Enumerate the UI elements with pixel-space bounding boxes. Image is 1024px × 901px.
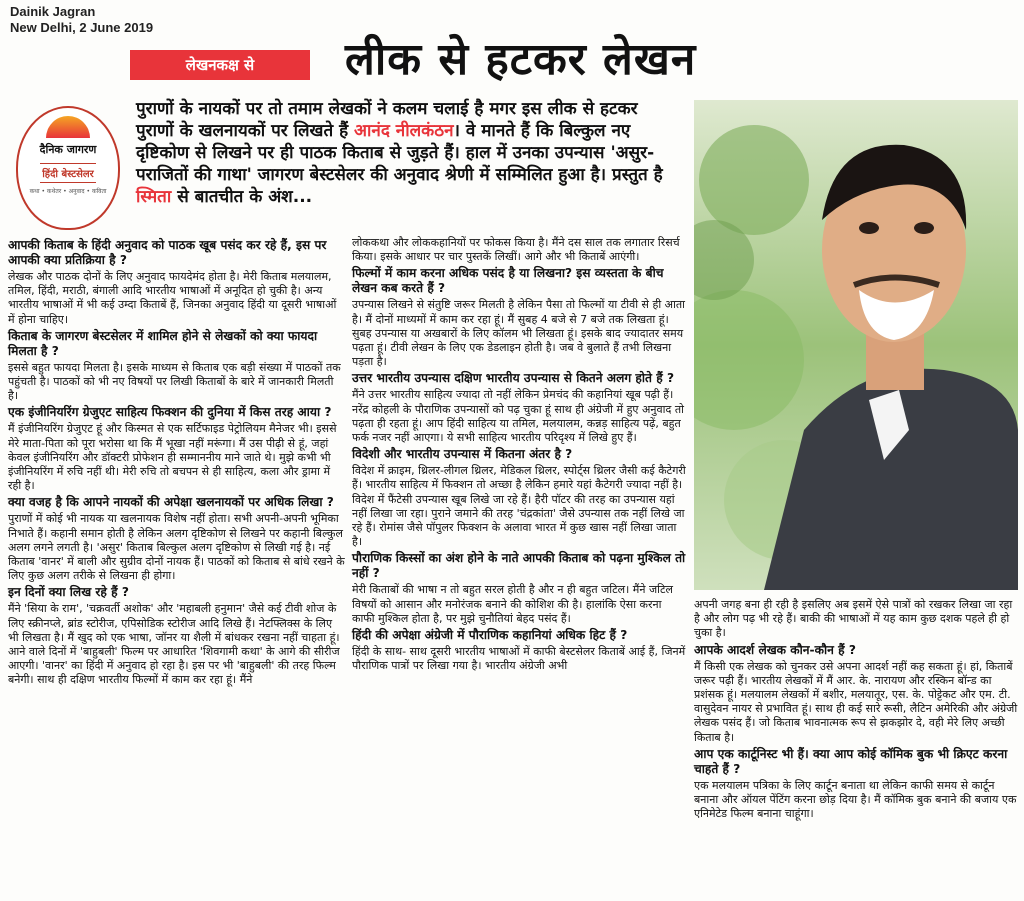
interview-answer: एक मलयालम पत्रिका के लिए कार्टून बनाता था लेकिन काफी समय से कार्टून बनाना और ऑयल पेंटिंग करना छोड़ दिया है। मैं कॉमिक बुक बनाने की बजाय एक एनिमेटेड फिल्म बनाना चाहूंगा। — [694, 778, 1017, 821]
interview-question: क्या वजह है कि आपने नायकों की अपेक्षा खलनायकों पर अधिक लिखा ? — [8, 495, 334, 510]
interviewer-name: स्मिता — [136, 187, 172, 207]
interview-question: फिल्मों में काम करना अधिक पसंद है या लिखना? इस व्यस्तता के बीच लेखन कब करते हैं ? — [352, 266, 664, 296]
intro-text-1: पुराणों के नायकों पर तो तमाम लेखकों ने कलम चलाई है मगर इस लीक से हटकर पुराणों के खलनायकों पर लिखते हैं — [136, 99, 638, 141]
article-column-2 — [352, 236, 686, 675]
interview-question: हिंदी की अपेक्षा अंग्रेजी में पौराणिक कहानियां अधिक हिट हैं ? — [352, 628, 628, 643]
logo-tag: हिंदी बेस्टसेलर — [40, 163, 96, 183]
interview-answer: मैं इंजीनियरिंग ग्रेजुएट हूं और किस्मत से एक सर्टिफाइड पेट्रोलियम मैनेजर भी। इससे मेरे माता-पिता को पूरा भरोसा था कि मैं भूखा नहीं मरूंगा। मैं उस पीढ़ी से हूं, जहां केवल इंजीनियरिंग और डॉक्टरी प्रोफेशन ही सम्माननीय माने जाते थे। मुझे कभी भी इंजीनियरिंग में रुचि नहीं थी। मेरी रुचि तो बचपन से ही साहित्य, कला और ड्रामा में रही है। — [8, 422, 337, 493]
interview-answer: लोककथा और लोककहानियों पर फोकस किया है। मैंने दस साल तक लगातार रिसर्च किया। इसके आधार पर चार पुस्तकें लिखीं। आगे और भी किताबें आएंगी। — [352, 236, 680, 264]
interview-answer: मैंने 'सिया के राम', 'चक्रवर्ती अशोक' और 'महाबली हनुमान' जैसे कई टीवी शोज के लिए स्क्रीनप्ले, ब्रांड स्टोरीज, एपिसोडिक स्टोरीज आदि लिखे हैं। नेटफ्लिक्स के लिए भी लिखता है। मैं खुद को एक भाषा, जॉनर या शैली में बांधकर रखना नहीं चाहता हूं। आने वाले दिनों में 'बाहुबली' फिल्म पर आधारित 'शिवगामी कथा' के आगे की सीरीज आएगी। 'वानर' का हिंदी में अनुवाद हो रहा है। इस पर भी 'बाहुबली' की तरह फिल्म बनेगी। साथ ही दक्षिण भारतीय फिल्मों में काम कर रहा हूं। मैंने — [8, 602, 340, 687]
interview-answer: पुराणों में कोई भी नायक या खलनायक विशेष नहीं होता। सभी अपनी-अपनी भूमिका निभाते हैं। कहानी समान होती है लेकिन अलग दृष्टिकोण से लिखने पर कहानी बिल्कुल अलग लगने लगती है। 'असुर' किताब बिल्कुल अलग दृष्टिकोण से लिखी गई है। नई किताब 'वानर' में बाली और सुग्रीव दोनों नायक हैं। पाठकों को किताब से बांधे रखने के लिए कुछ अलग तरीके से लिखना ही होगा। — [8, 512, 345, 583]
article-column-1 — [8, 236, 346, 690]
dateline: New Delhi, 2 June 2019 — [10, 20, 154, 35]
interview-question: इन दिनों क्या लिख रहे हैं ? — [8, 585, 129, 600]
intro-text-2: । वे मानते हैं कि बिल्कुल नए दृष्टिकोण से लिखने पर ही पाठक किताब से जुड़ते हैं। हाल में उनका उपन्यास 'असुर-पराजितों की गाथा' जागरण बेस्टसेलर की अनुवाद श्रेणी में सम्मिलित हुआ है। प्रस्तुत है — [136, 121, 663, 185]
interview-question: विदेशी और भारतीय उपन्यास में कितना अंतर है ? — [352, 447, 573, 462]
author-name: आनंद नीलकंठन — [354, 121, 454, 141]
source-line — [10, 4, 153, 36]
newspaper-name: Dainik Jagran — [10, 4, 96, 19]
interview-question: एक इंजीनियरिंग ग्रेजुएट साहित्य फिक्शन की दुनिया में किस तरह आया ? — [8, 405, 332, 420]
interview-answer: मेरी किताबों की भाषा न तो बहुत सरल होती है और न ही बहुत जटिल। मैंने जटिल विषयों को आसान और मनोरंजक बनाने की कोशिश की है। हालांकि ऐसा करना काफी मुश्किल होता है, पर मुझे चुनौतियां बेहद पसंद हैं। — [352, 583, 673, 625]
interview-answer: इससे बहुत फायदा मिलता है। इसके माध्यम से किताब एक बड़ी संख्या में पाठकों तक पहुंचती है। पाठकों को भी नए विषयों पर लिखी किताबों के बारे में जानकारी मिलती है। — [8, 360, 341, 403]
section-kicker: लेखनकक्ष से — [130, 50, 310, 80]
interview-question: आप एक कार्टूनिस्ट भी हैं। क्या आप कोई कॉमिक बुक भी क्रिएट करना चाहते हैं ? — [694, 746, 1008, 776]
intro-text-3: से बातचीत के अंश... — [171, 187, 313, 207]
sun-emblem-icon — [46, 116, 90, 138]
article-column-3 — [694, 598, 1018, 823]
interview-question: पौराणिक किस्सों का अंश होने के नाते आपकी किताब को पढ़ना मुश्किल तो नहीं ? — [352, 551, 686, 581]
logo-badge — [16, 106, 120, 230]
interview-question: किताब के जागरण बेस्टसेलर में शामिल होने से लेखकों को क्या फायदा मिलता है ? — [8, 328, 318, 358]
logo-brand: दैनिक जागरण — [39, 143, 97, 156]
bestseller-logo — [12, 100, 120, 240]
interview-answer: हिंदी के साथ- साथ दूसरी भारतीय भाषाओं में काफी बेस्टसेलर किताबें आई हैं, जिनमें पौराणिक पात्रों पर लिखा गया है। भारतीय अंग्रेजी अभी — [352, 645, 686, 673]
interview-answer: अपनी जगह बना ही रही है इसलिए अब इसमें ऐसे पात्रों को रखकर लिखा जा रहा है और लोग पढ़ भी रहे हैं। बाकी की भाषाओं में यह काम कुछ दशक पहले ही हो चुका है। — [694, 598, 1013, 640]
headline: लीक से हटकर लेखन — [345, 34, 697, 85]
interview-question: आपके आदर्श लेखक कौन-कौन हैं ? — [694, 642, 856, 657]
interview-answer: मैं किसी एक लेखक को चुनकर उसे अपना आदर्श नहीं कह सकता हूं। हां, किताबें जरूर पढ़ी हैं। भारतीय लेखकों में मैं आर. के. नारायण और रस्किन बॉन्ड का प्रशंसक हूं। मलयालम लेखकों में बशीर, मलयातूर, एस. के. पोट्टेकट और एम. टी. वासुदेवन नायर से प्रभावित हूं। साथ ही कई सारे रूसी, लैटिन अमेरिकी और अंग्रेजी लेखक पसंद हैं। जो किताब भावनात्मक रूप से झकझोर दे, वही मेरे लिए अच्छी किताब है। — [694, 659, 1018, 744]
interview-answer: मैंने उत्तर भारतीय साहित्य ज्यादा तो नहीं लेकिन प्रेमचंद की कहानियां खूब पढ़ी हैं। नरेंद्र कोहली के पौराणिक उपन्यासों को पढ़ चुका हूं साथ ही अंग्रेजी में हुए अनुवाद तो पढ़ता ही रहता हूं। आप हिंदी साहित्य या तमिल, मलयालम, कन्नड़ साहित्य पढ़ें, बहुत फर्क नजर नहीं आएगा। ये सभी साहित्य भारतीय परिदृश्य में लिखे हुए हैं। — [352, 388, 684, 445]
interview-question: आपकी किताब के हिंदी अनुवाद को पाठक खूब पसंद कर रहे हैं, इस पर आपकी क्या प्रतिक्रिया है ? — [8, 238, 327, 267]
logo-categories: कथा • कथेतर • अनुवाद • कविता — [29, 188, 107, 195]
author-photo — [694, 100, 1018, 590]
interview-answer: विदेश में क्राइम, थ्रिलर-लीगल थ्रिलर, मेडिकल थ्रिलर, स्पोर्ट्स थ्रिलर जैसी कई कैटेगरी हैं। भारतीय साहित्य में फिक्शन तो अच्छा है लेकिन हमारे यहां कैटेगरी ज्यादा नहीं है। विदेश में फैंटेसी उपन्यास खूब लिखे जा रहे हैं। हैरी पॉटर की तरह का उपन्यास यहां नहीं लिखा जा रहा। पुराने जमाने की तरह 'चंद्रकांता' जैसे उपन्यास तक नहीं लिखे जा रहे हैं। रोमांस जैसे पॉपुलर फिक्शन के अलावा भारत में कुछ खास नहीं लिखा जाता है। — [352, 464, 686, 549]
intro-paragraph — [136, 98, 676, 208]
interview-question: उत्तर भारतीय उपन्यास दक्षिण भारतीय उपन्यास से कितने अलग होते हैं ? — [352, 371, 675, 386]
interview-answer: उपन्यास लिखने से संतुष्टि जरूर मिलती है लेकिन पैसा तो फिल्मों या टीवी से ही आता है। मैं दोनों माध्यमों में काम कर रहा हूं। मैं सुबह 4 बजे से 7 बजे तक लिखता हूं। सुबह उपन्यास या अखबारों के लिए कॉलम भी लिखता हूं। इसके बाद ज्यादातर समय पढ़ता हूं। टीवी लेखन के लिए एक डेडलाइन होती है। जब वे बुलाते हैं तभी लिखना पड़ता है। — [352, 298, 686, 369]
author-portrait-illustration — [694, 100, 1018, 590]
interview-answer: लेखक और पाठक दोनों के लिए अनुवाद फायदेमंद होता है। मेरी किताब मलयालम, तमिल, हिंदी, मराठी, बंगाली आदि भारतीय भाषाओं में अनूदित हो चुकी है। अन्य भारतीय भाषाओं में भी कई उम्दा किताबें हैं, जिनका अनुवाद हिंदी या दूसरी भाषाओं में होना चाहिए। — [8, 270, 337, 326]
